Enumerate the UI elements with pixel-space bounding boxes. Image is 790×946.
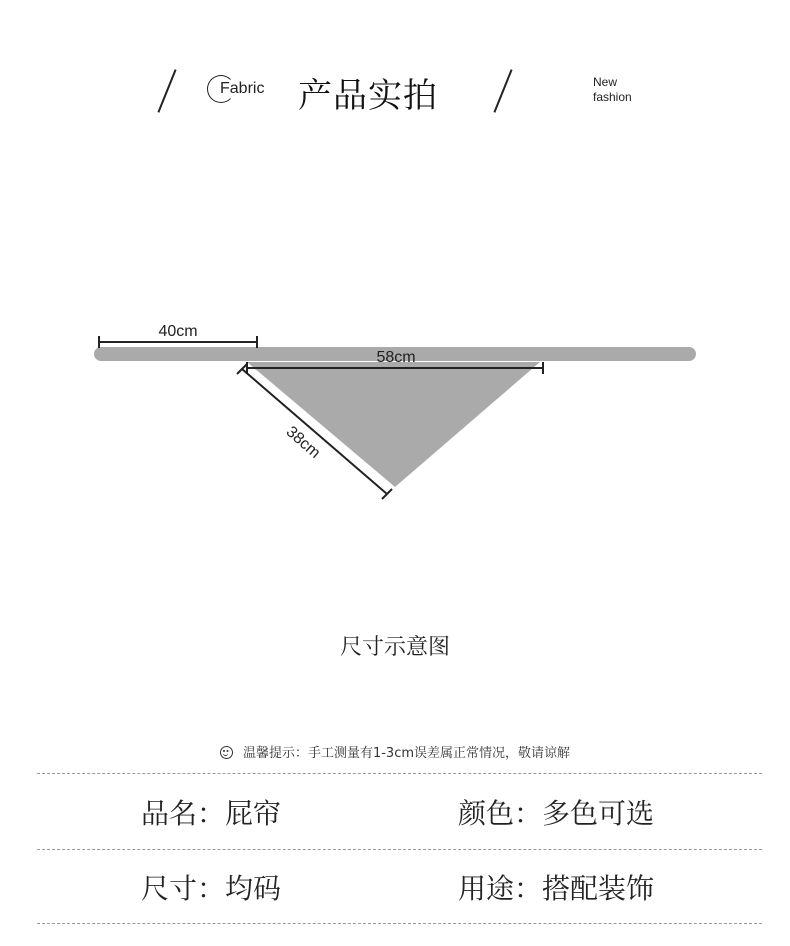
diagram-caption: 尺寸示意图 <box>339 635 450 660</box>
bib-triangle <box>247 362 540 487</box>
dim-top-label: 58cm <box>376 349 416 366</box>
dim-side-label: 38cm <box>282 423 324 462</box>
spec-usage: 用途：搭配装饰 <box>458 872 655 905</box>
divider-1 <box>37 773 762 774</box>
new-line: New <box>593 75 618 89</box>
smile-icon <box>220 746 233 759</box>
divider-2 <box>37 849 762 850</box>
divider-3 <box>37 923 762 924</box>
fashion-line: fashion <box>593 90 632 104</box>
dim-strap-label: 40cm <box>158 323 198 340</box>
spec-color: 颜色：多色可选 <box>458 797 655 830</box>
spec-name: 品名：屁帘 <box>141 797 282 830</box>
fabric-label: Fabric <box>220 80 265 97</box>
spec-size: 尺寸：均码 <box>141 872 282 905</box>
page-title: 产品实拍 <box>298 76 438 116</box>
tip-text: 温馨提示：手工测量有1-3cm误差属正常情况，敬请谅解 <box>242 746 571 761</box>
measurement-tip <box>0 742 790 761</box>
